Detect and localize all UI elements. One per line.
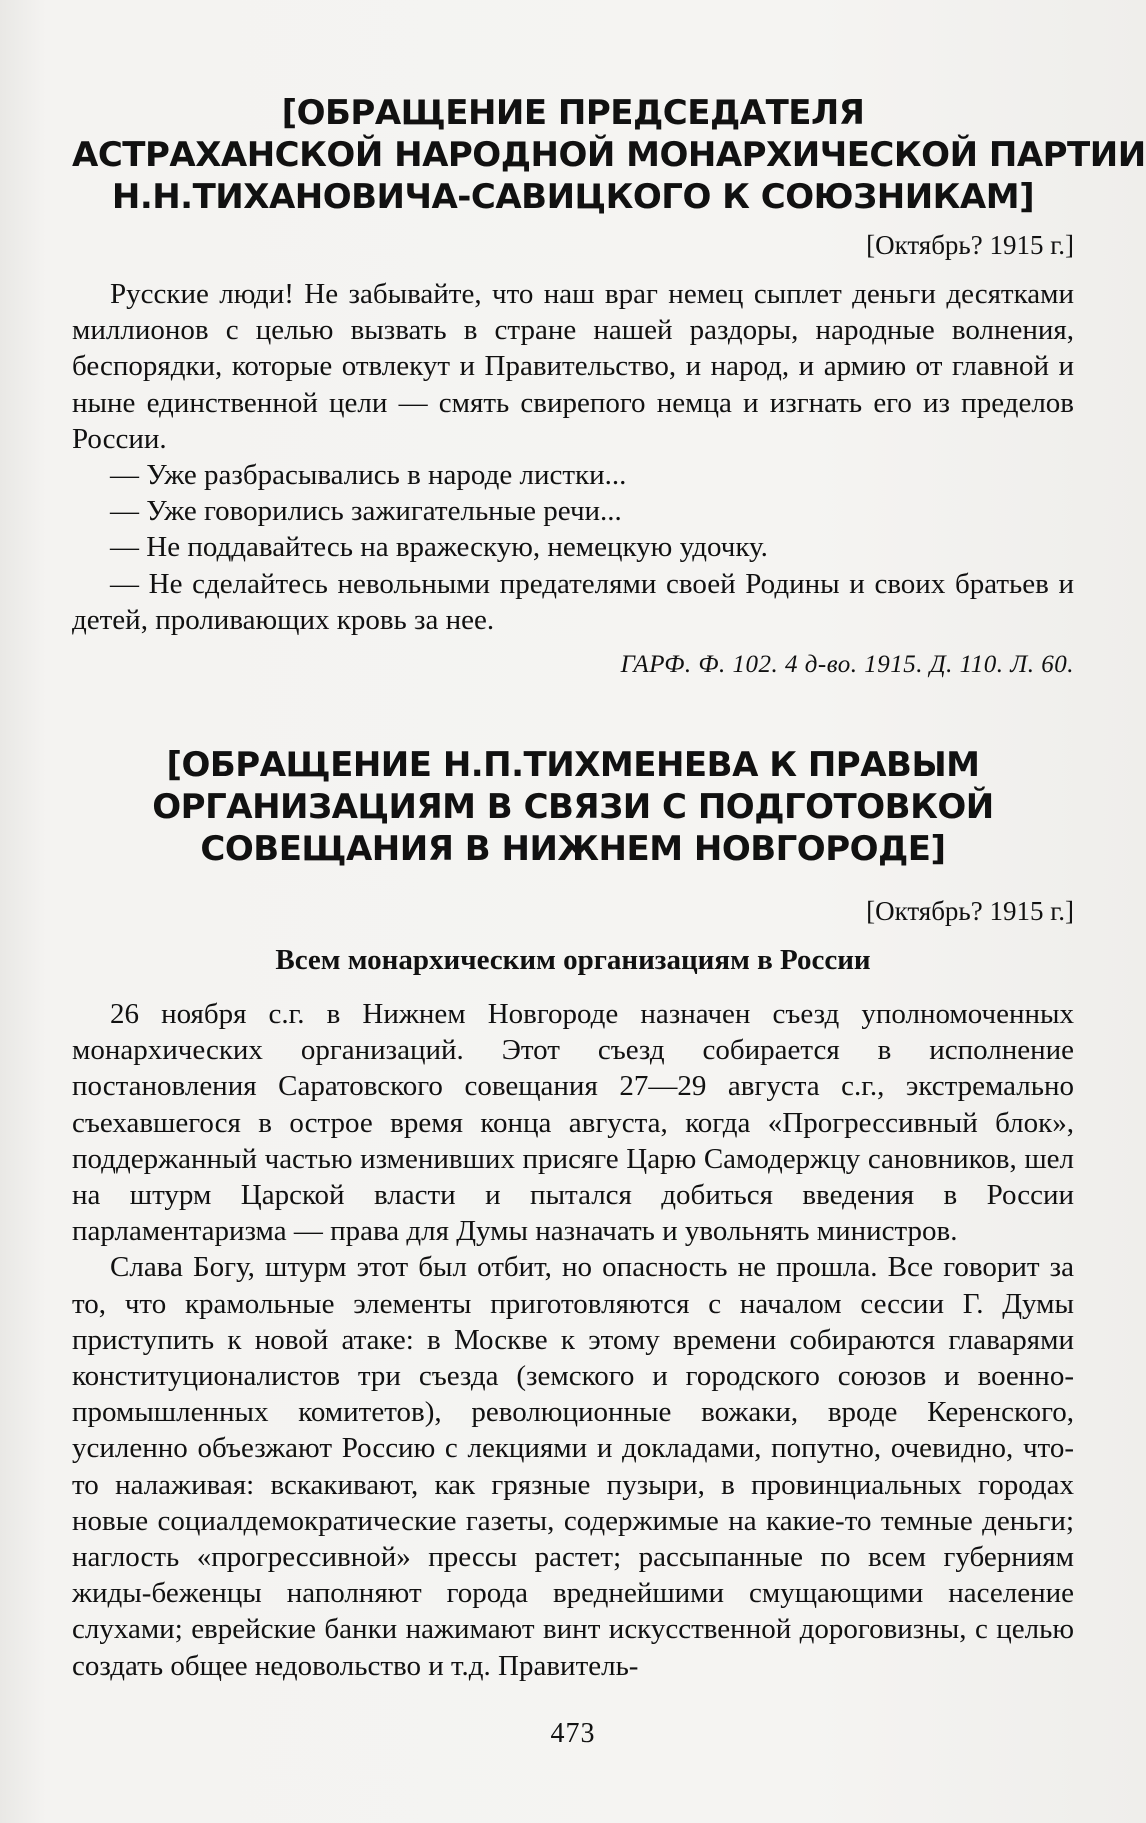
document-column — [72, 92, 1146, 1684]
doc2-title-line: СОВЕЩАНИЯ В НИЖНЕМ НОВГОРОДЕ] — [200, 829, 946, 870]
doc1-title — [72, 92, 1146, 218]
doc1-title-line: АСТРАХАНСКОЙ НАРОДНОЙ МОНАРХИЧЕСКОЙ ПАРТИИ — [72, 135, 1146, 175]
doc2-title — [72, 744, 1074, 870]
doc1-paragraph: — Уже разбрасывались в народе листки... — [110, 459, 627, 492]
page-number: 473 — [550, 1718, 596, 1749]
doc1-paragraph: — Не сделайтесь невольными предателями своей Родины и своих братьев и детей, проливающих кровь за нее. — [72, 567, 1074, 636]
doc2-subtitle: Всем монархическим организациям в России — [275, 944, 871, 977]
doc2-paragraph: 26 ноября с.г. в Нижнем Новгороде назначен съезд уполномоченных монархических организаций. Этот съезд собирается в исполнение постановления Саратовского совещания 27—29 августа с.г., экстремально съехавшегося в острое время конца августа, когда «Прогрессивный блок», поддержанный частью изменивших присяге Царю Самодержцу сановников, шел на штурм Царской власти и пытался добиться введения в России парламентаризма — права для Думы назначать и увольнять министров. — [72, 998, 1074, 1248]
doc2-paragraph: Слава Богу, штурм этот был отбит, но опасность не прошла. Все говорит за то, что крамольные элементы приготовляются с началом сессии Г. Думы приступить к новой атаке: в Москве к этому времени собираются главарями конституционалистов три съезда (земского и городского союзов и военно-промышленных комитетов), революционные вожаки, вроде Керенского, усиленно объезжают Россию с лекциями и докладами, попутно, очевидно, что-то налаживая: вскакивают, как грязные пузыри, в провинциальных городах новые социалдемократические газеты, содержимые на какие-то темные деньги; наглость «прогрессивной» прессы растет; рассыпанные по всем губерниям жиды-беженцы наполняют города вреднейшими смущающими население слухами; еврейские банки нажимают винт искусственной дороговизны, с целью создать общее недовольство и т.д. Правитель- — [72, 1251, 1074, 1682]
doc1-paragraph: — Не поддавайтесь на вражескую, немецкую удочку. — [110, 531, 768, 564]
doc1-paragraph: Русские люди! Не забывайте, что наш враг немец сыплет деньги десятками миллионов с целью вызвать в стране нашей раздоры, народные волнения, беспорядки, которые отвлекут и Правительство, и народ, и армию от главной и ныне единственной цели — смять свирепого немца и изгнать его из пределов России. — [72, 278, 1074, 455]
doc2-title-line: [ОБРАЩЕНИЕ Н.П.ТИХМЕНЕВА К ПРАВЫМ — [166, 745, 980, 786]
doc2-date: [Октябрь? 1915 г.] — [866, 896, 1074, 927]
doc1-paragraph: — Уже говорились зажигательные речи... — [110, 495, 622, 528]
doc1-date: [Октябрь? 1915 г.] — [866, 230, 1074, 260]
doc1-title-line: [ОБРАЩЕНИЕ ПРЕДСЕДАТЕЛЯ — [281, 93, 865, 133]
doc1-title-line: Н.Н.ТИХАНОВИЧА-САВИЦКОГО К СОЮЗНИКАМ] — [111, 177, 1035, 217]
doc2-title-line: ОРГАНИЗАЦИЯМ В СВЯЗИ С ПОДГОТОВКОЙ — [152, 787, 994, 828]
doc1-archive-source: ГАРФ. Ф. 102. 4 д-во. 1915. Д. 110. Л. 60. — [620, 651, 1074, 679]
